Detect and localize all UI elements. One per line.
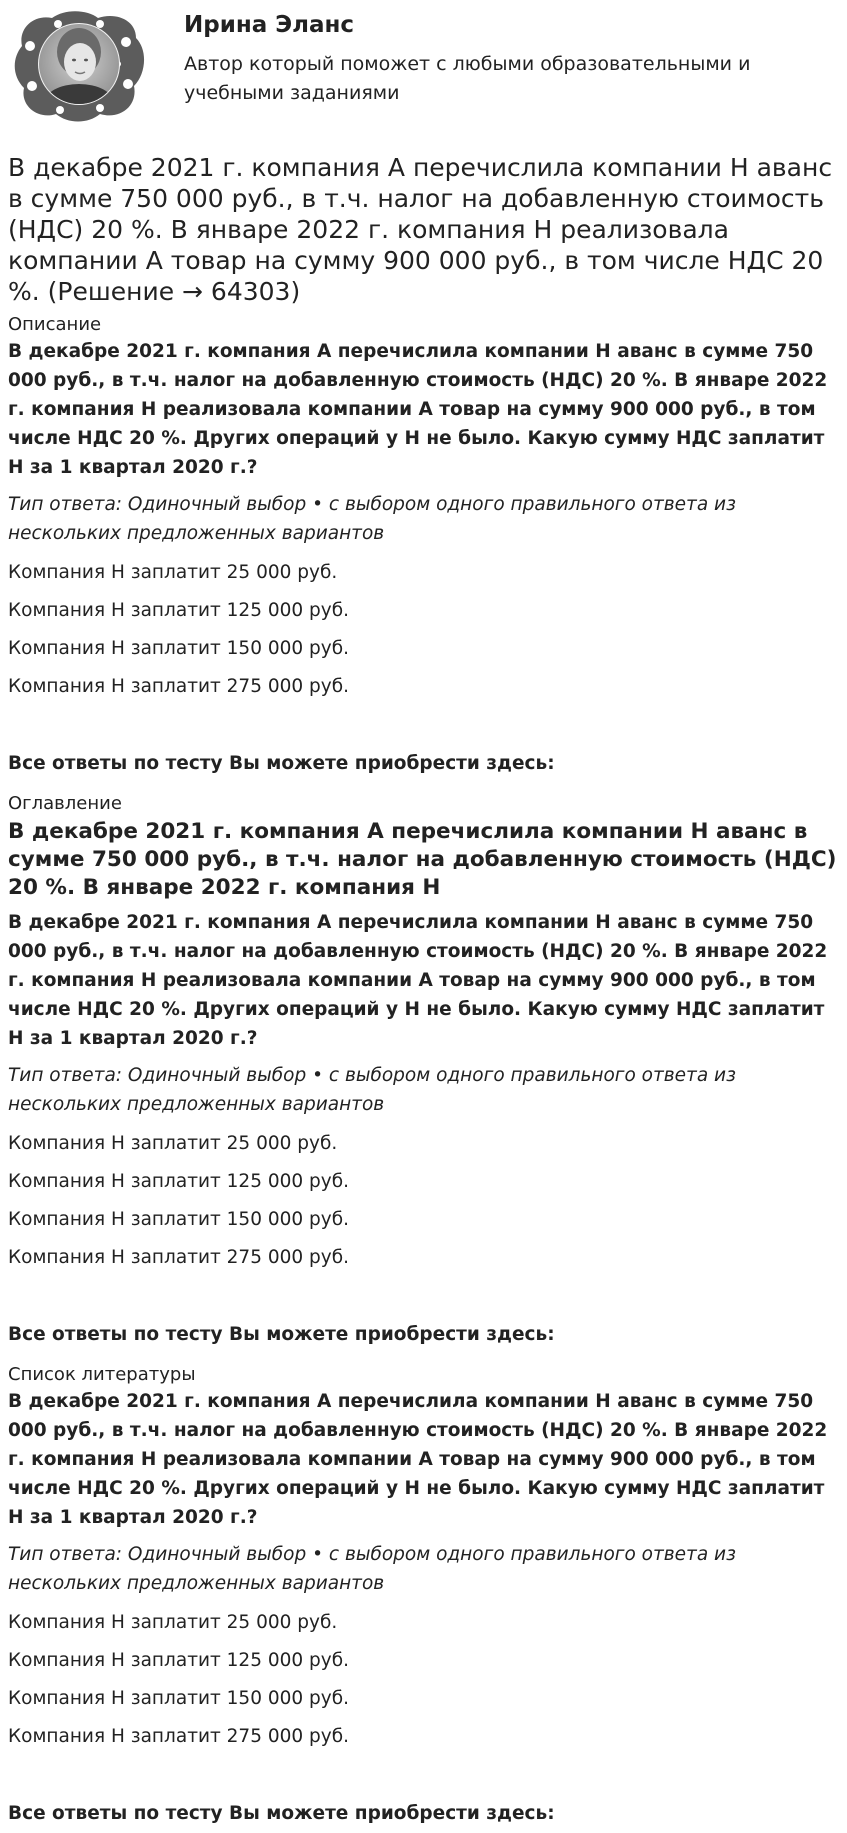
answer-type: Тип ответа: Одиночный выбор • с выбором одного правильного ответа из нескольких предложенных вариантов [8,1065,736,1115]
answer-option: Компания Н заплатит 25 000 руб. [8,1133,338,1154]
answer-option: Компания Н заплатит 150 000 руб. [8,1688,350,1709]
author-description: Автор который поможет с любыми образовательными и учебными заданиями [184,53,751,104]
author-name[interactable]: Ирина Эланс [184,12,355,38]
answer-option: Компания Н заплатит 125 000 руб. [8,600,350,621]
question-text: В декабре 2021 г. компания А перечислила компании Н аванс в сумме 750 000 руб., в т.ч. налог на добавленную стоимость (НДС) 20 %. В январе 2022 г. компания Н реализовала компании А товар на сумму 900 000 руб., в том числе НДС 20 %. Других операций у Н не было. Какую сумму НДС заплатит Н за 1 квартал 2020 г.? [8,912,828,1049]
section-label-toc: Оглавление [8,793,122,814]
question-text: В декабре 2021 г. компания А перечислила компании Н аванс в сумме 750 000 руб., в т.ч. налог на добавленную стоимость (НДС) 20 %. В январе 2022 г. компания Н реализовала компании А товар на сумму 900 000 руб., в том числе НДС 20 %. Других операций у Н не было. Какую сумму НДС заплатит Н за 1 квартал 2020 г.? [8,341,828,478]
section-literature [8,1363,839,1828]
section-description [8,313,839,778]
buy-answers-text: Все ответы по тесту Вы можете приобрести здесь: [8,1324,555,1345]
author-avatar[interactable] [8,6,150,124]
answer-option: Компания Н заплатит 125 000 руб. [8,1171,350,1192]
buy-answers-text: Все ответы по тесту Вы можете приобрести здесь: [8,1803,555,1824]
section-label-literature: Список литературы [8,1364,196,1385]
answer-option: Компания Н заплатит 25 000 руб. [8,562,338,583]
page-title: В декабре 2021 г. компания А перечислила компании Н аванс в сумме 750 000 руб., в т.ч. налог на добавленную стоимость (НДС) 20 %. В январе 2022 г. компания Н реализовала компании А товар на сумму 900 000 руб., в том числе НДС 20 %. (Решение → 64303) [8,153,833,306]
answer-option: Компания Н заплатит 150 000 руб. [8,638,350,659]
section-toc [8,792,839,1349]
answer-option: Компания Н заплатит 125 000 руб. [8,1650,350,1671]
buy-answers-text: Все ответы по тесту Вы можете приобрести здесь: [8,753,555,774]
section-label-description: Описание [8,314,102,335]
answer-option: Компания Н заплатит 25 000 руб. [8,1612,338,1633]
toc-title: В декабре 2021 г. компания А перечислила компании Н аванс в сумме 750 000 руб., в т.ч. налог на добавленную стоимость (НДС) 20 %. В январе 2022 г. компания Н [8,819,837,900]
answer-type: Тип ответа: Одиночный выбор • с выбором одного правильного ответа из нескольких предложенных вариантов [8,1544,736,1594]
answer-option: Компания Н заплатит 150 000 руб. [8,1209,350,1230]
author-card [8,0,839,128]
answer-option: Компания Н заплатит 275 000 руб. [8,1247,350,1268]
question-text: В декабре 2021 г. компания А перечислила компании Н аванс в сумме 750 000 руб., в т.ч. налог на добавленную стоимость (НДС) 20 %. В январе 2022 г. компания Н реализовала компании А товар на сумму 900 000 руб., в том числе НДС 20 %. Других операций у Н не было. Какую сумму НДС заплатит Н за 1 квартал 2020 г.? [8,1391,828,1528]
answer-option: Компания Н заплатит 275 000 руб. [8,676,350,697]
answer-type: Тип ответа: Одиночный выбор • с выбором одного правильного ответа из нескольких предложенных вариантов [8,494,736,544]
answer-option: Компания Н заплатит 275 000 руб. [8,1726,350,1747]
